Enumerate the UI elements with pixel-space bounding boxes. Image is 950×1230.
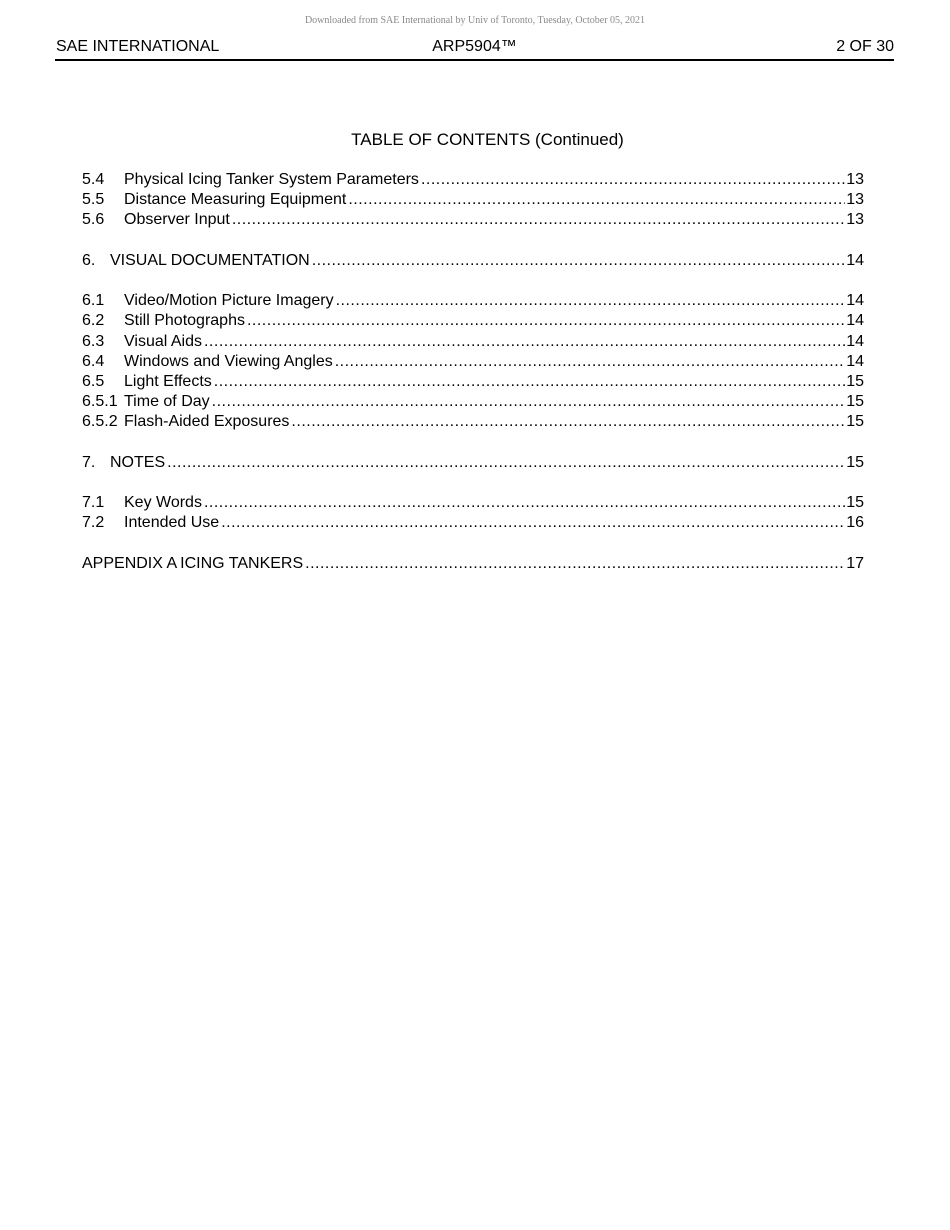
toc-entry[interactable] bbox=[82, 311, 864, 331]
toc-leader-dots bbox=[291, 412, 845, 432]
toc-entry-label: VISUAL DOCUMENTATION bbox=[110, 251, 310, 269]
table-of-contents bbox=[82, 170, 864, 574]
toc-entry-label: Observer Input bbox=[124, 211, 230, 229]
toc-entry-label: Flash-Aided Exposures bbox=[124, 413, 290, 431]
toc-entry-number: 6.4 bbox=[82, 352, 105, 370]
toc-entry-number: 5.5 bbox=[82, 191, 105, 209]
toc-entry-page: 15 bbox=[846, 494, 864, 511]
toc-section-entry[interactable] bbox=[82, 453, 864, 473]
toc-entry-number: 7. bbox=[82, 453, 96, 471]
toc-entry-label: Visual Aids bbox=[124, 332, 202, 350]
toc-leader-dots bbox=[336, 291, 846, 311]
toc-entry-number: 6.1 bbox=[82, 292, 105, 310]
toc-entry-label: Key Words bbox=[124, 494, 202, 511]
toc-entry-label: ICING TANKERS bbox=[180, 554, 304, 572]
toc-entry-page: 14 bbox=[846, 251, 864, 269]
toc-entry[interactable] bbox=[82, 352, 864, 372]
toc-entry-number: 6.2 bbox=[82, 312, 105, 330]
toc-entry-number: 6.3 bbox=[82, 332, 105, 350]
toc-entry-number: 6.5.1 bbox=[82, 393, 118, 411]
toc-entry-page: 17 bbox=[846, 554, 864, 572]
toc-entry-label: Intended Use bbox=[124, 514, 220, 532]
toc-entry-page: 15 bbox=[846, 413, 864, 431]
page-header bbox=[55, 38, 894, 61]
header-page-number: 2 OF 30 bbox=[836, 38, 894, 55]
toc-entry-page: 14 bbox=[846, 312, 864, 330]
toc-entry[interactable] bbox=[82, 372, 864, 392]
toc-entry-number: APPENDIX A bbox=[82, 554, 178, 572]
download-watermark: Downloaded from SAE International by Univ of Toronto, Tuesday, October 05, 2021 bbox=[304, 15, 646, 26]
toc-entry[interactable] bbox=[82, 291, 864, 311]
toc-entry[interactable] bbox=[82, 332, 864, 352]
toc-appendix-entry[interactable] bbox=[82, 554, 864, 574]
toc-entry-label: Video/Motion Picture Imagery bbox=[124, 292, 334, 310]
toc-leader-dots bbox=[204, 493, 845, 513]
toc-entry-label: Still Photographs bbox=[124, 312, 245, 330]
toc-entry-page: 15 bbox=[846, 453, 864, 471]
toc-entry-number: 7.2 bbox=[82, 514, 105, 532]
header-publisher: SAE INTERNATIONAL bbox=[56, 38, 220, 55]
toc-section-entry[interactable] bbox=[82, 251, 864, 271]
toc-entry-number: 6. bbox=[82, 251, 96, 269]
toc-entry-label: NOTES bbox=[110, 453, 166, 471]
toc-entry[interactable] bbox=[82, 190, 864, 210]
toc-leader-dots bbox=[348, 190, 845, 210]
toc-entry-number: 5.6 bbox=[82, 211, 105, 229]
toc-leader-dots bbox=[221, 513, 845, 533]
toc-entry-label: Windows and Viewing Angles bbox=[124, 352, 333, 370]
toc-entry[interactable] bbox=[82, 513, 864, 533]
toc-title: TABLE OF CONTENTS (Continued) bbox=[351, 130, 624, 149]
header-document-id: ARP5904™ bbox=[432, 38, 517, 55]
toc-entry-page: 16 bbox=[846, 514, 864, 532]
toc-entry[interactable] bbox=[82, 493, 864, 513]
toc-entry-label: Time of Day bbox=[124, 393, 210, 411]
toc-leader-dots bbox=[247, 311, 845, 331]
toc-entry-page: 13 bbox=[846, 171, 864, 188]
toc-leader-dots bbox=[335, 352, 845, 372]
toc-entry-number: 7.1 bbox=[82, 494, 105, 511]
toc-entry-page: 13 bbox=[846, 211, 864, 229]
toc-subentry[interactable] bbox=[82, 392, 864, 412]
toc-entry-number: 6.5.2 bbox=[82, 413, 118, 431]
toc-entry-number: 5.4 bbox=[82, 171, 105, 188]
toc-leader-dots bbox=[204, 332, 845, 352]
toc-leader-dots bbox=[167, 453, 845, 473]
toc-entry[interactable] bbox=[82, 170, 864, 190]
toc-leader-dots bbox=[212, 392, 846, 412]
toc-leader-dots bbox=[305, 554, 845, 574]
toc-entry-page: 14 bbox=[846, 352, 864, 370]
toc-entry-page: 15 bbox=[846, 393, 864, 411]
toc-entry[interactable] bbox=[82, 210, 864, 230]
toc-entry-label: Light Effects bbox=[124, 372, 212, 390]
toc-entry-label: Distance Measuring Equipment bbox=[124, 191, 347, 209]
toc-entry-page: 14 bbox=[846, 332, 864, 350]
toc-leader-dots bbox=[214, 372, 845, 392]
toc-leader-dots bbox=[421, 170, 845, 190]
toc-entry-number: 6.5 bbox=[82, 372, 105, 390]
toc-leader-dots bbox=[232, 210, 845, 230]
toc-entry-label: Physical Icing Tanker System Parameters bbox=[124, 171, 419, 188]
toc-entry-page: 13 bbox=[846, 191, 864, 209]
toc-entry-page: 15 bbox=[846, 372, 864, 390]
toc-subentry[interactable] bbox=[82, 412, 864, 432]
toc-entry-page: 14 bbox=[846, 292, 864, 310]
toc-leader-dots bbox=[312, 251, 845, 271]
